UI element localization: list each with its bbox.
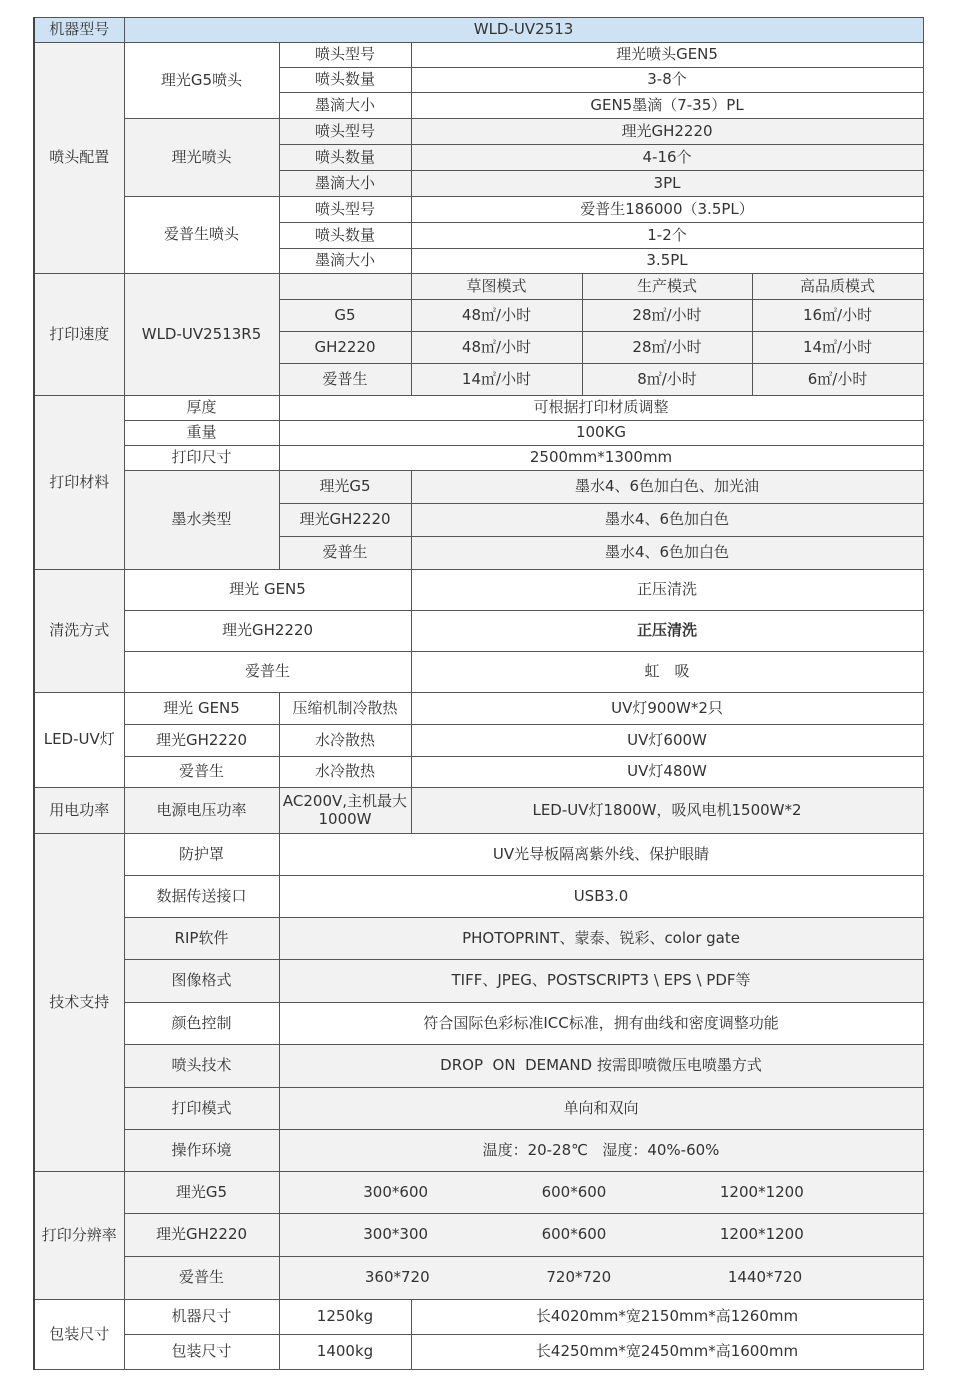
resolution-value: 300*300	[363, 1225, 429, 1244]
package-row-weight: 1400kg	[279, 1335, 411, 1370]
nozzle-row-label: 喷头数量	[279, 223, 411, 249]
material-row	[34, 446, 923, 471]
nozzle-row-label: 喷头数量	[279, 68, 411, 93]
clean-row	[34, 611, 923, 652]
tech-row	[34, 1088, 923, 1130]
power-label: 电源电压功率	[124, 788, 279, 834]
package-row-weight: 1250kg	[279, 1300, 411, 1335]
led-row-head: 爱普生	[124, 757, 279, 788]
tech-row-value: 温度：20-28℃ 湿度：40%-60%	[279, 1130, 923, 1172]
led-row-value: UV灯600W	[411, 725, 923, 757]
speed-corner	[279, 274, 411, 300]
speed-row-head: GH2220	[279, 332, 411, 364]
tech-row	[34, 918, 923, 960]
tech-row-label: 颜色控制	[124, 1003, 279, 1045]
tech-row	[34, 876, 923, 918]
led-row-head: 理光GH2220	[124, 725, 279, 757]
nozzle-row-value: 3-8个	[411, 68, 923, 93]
nozzle-row-value: 理光GH2220	[411, 119, 923, 145]
ink-row-value: 墨水4、6色加白色	[411, 537, 923, 570]
ink-row-head: 理光GH2220	[279, 504, 411, 537]
ink-row-value: 墨水4、6色加白色	[411, 504, 923, 537]
spec-table	[33, 17, 924, 1370]
nozzle-row-value: 理光喷头GEN5	[411, 43, 923, 68]
power-spec: AC200V,主机最大1000W	[279, 788, 411, 834]
speed-cell: 48㎡/小时	[411, 332, 582, 364]
resolution-value: 360*720	[364, 1268, 430, 1287]
resolution-row-label: 理光GH2220	[124, 1214, 279, 1257]
resolution-row-values	[279, 1257, 923, 1300]
nozzle-row-value: 4-16个	[411, 145, 923, 171]
speed-mode-header: 草图模式	[411, 274, 582, 300]
resolution-category: 打印分辨率	[34, 1172, 124, 1300]
tech-row-label: 防护罩	[124, 834, 279, 876]
material-row	[34, 396, 923, 421]
package-row-label: 机器尺寸	[124, 1300, 279, 1335]
tech-row-label: 图像格式	[124, 960, 279, 1003]
power-value: LED-UV灯1800W，吸风电机1500W*2	[411, 788, 923, 834]
nozzle-group-name: 爱普生喷头	[124, 197, 279, 274]
ink-row-head: 理光G5	[279, 471, 411, 504]
resolution-value: 1200*1200	[719, 1225, 804, 1244]
material-row-label: 重量	[124, 421, 279, 446]
material-row-label: 厚度	[124, 396, 279, 421]
tech-row-label: 喷头技术	[124, 1045, 279, 1088]
tech-row	[34, 1003, 923, 1045]
nozzle-row-value: 1-2个	[411, 223, 923, 249]
speed-header-row	[34, 274, 923, 300]
package-category: 包装尺寸	[34, 1300, 124, 1370]
clean-row-value: 正压清洗	[411, 570, 923, 611]
nozzle-row-label: 喷头型号	[279, 119, 411, 145]
resolution-value: 1200*1200	[719, 1182, 804, 1201]
material-category: 打印材料	[34, 396, 124, 570]
clean-row	[34, 652, 923, 693]
speed-cell: 48㎡/小时	[411, 300, 582, 332]
led-row-cooling: 压缩机制冷散热	[279, 693, 411, 725]
tech-row-value: USB3.0	[279, 876, 923, 918]
led-row-head: 理光 GEN5	[124, 693, 279, 725]
material-row-value: 2500mm*1300mm	[279, 446, 923, 471]
nozzle-row-value: 3.5PL	[411, 249, 923, 274]
resolution-row	[34, 1214, 923, 1257]
nozzle-row	[34, 119, 923, 145]
speed-mode-header: 生产模式	[582, 274, 752, 300]
model-label: 机器型号	[34, 18, 124, 43]
led-row-cooling: 水冷散热	[279, 725, 411, 757]
resolution-row-label: 理光G5	[124, 1172, 279, 1214]
nozzle-category: 喷头配置	[34, 43, 124, 274]
speed-row-head: G5	[279, 300, 411, 332]
speed-cell: 6㎡/小时	[752, 364, 923, 396]
package-row-value: 长4250mm*宽2450mm*高1600mm	[411, 1335, 923, 1370]
tech-row-label: RIP软件	[124, 918, 279, 960]
nozzle-row-label: 墨滴大小	[279, 249, 411, 274]
package-row	[34, 1300, 923, 1335]
clean-row-head: 爱普生	[124, 652, 411, 693]
resolution-value: 720*720	[546, 1268, 612, 1287]
nozzle-row-label: 喷头型号	[279, 197, 411, 223]
clean-row-head: 理光 GEN5	[124, 570, 411, 611]
led-row-value: UV灯480W	[411, 757, 923, 788]
tech-row-value: UV光导板隔离紫外线、保护眼睛	[279, 834, 923, 876]
nozzle-row-label: 喷头型号	[279, 43, 411, 68]
led-row	[34, 693, 923, 725]
led-row	[34, 757, 923, 788]
resolution-value: 300*600	[363, 1182, 429, 1201]
clean-row-value: 虹 吸	[411, 652, 923, 693]
package-row-value: 长4020mm*宽2150mm*高1260mm	[411, 1300, 923, 1335]
material-row-value: 100KG	[279, 421, 923, 446]
resolution-row	[34, 1172, 923, 1214]
speed-model: WLD-UV2513R5	[124, 274, 279, 396]
tech-category: 技术支持	[34, 834, 124, 1172]
nozzle-row-label: 喷头数量	[279, 145, 411, 171]
nozzle-row-value: GEN5墨滴（7-35）PL	[411, 93, 923, 119]
tech-row-label: 数据传送接口	[124, 876, 279, 918]
nozzle-row	[34, 197, 923, 223]
ink-row	[34, 471, 923, 504]
model-row	[34, 18, 923, 43]
speed-mode-header: 高品质模式	[752, 274, 923, 300]
clean-row-head: 理光GH2220	[124, 611, 411, 652]
tech-row	[34, 1130, 923, 1172]
material-row	[34, 421, 923, 446]
material-row-value: 可根据打印材质调整	[279, 396, 923, 421]
package-row	[34, 1335, 923, 1370]
speed-row-head: 爱普生	[279, 364, 411, 396]
led-row-cooling: 水冷散热	[279, 757, 411, 788]
nozzle-row-value: 3PL	[411, 171, 923, 197]
tech-row-value: 符合国际色彩标准ICC标准，拥有曲线和密度调整功能	[279, 1003, 923, 1045]
nozzle-row-value: 爱普生186000（3.5PL）	[411, 197, 923, 223]
tech-row-value: 单向和双向	[279, 1088, 923, 1130]
led-category: LED-UV灯	[34, 693, 124, 788]
material-row-label: 打印尺寸	[124, 446, 279, 471]
speed-cell: 16㎡/小时	[752, 300, 923, 332]
nozzle-group-name: 理光喷头	[124, 119, 279, 197]
clean-row	[34, 570, 923, 611]
resolution-value: 600*600	[541, 1225, 607, 1244]
resolution-row	[34, 1257, 923, 1300]
model-value: WLD-UV2513	[124, 18, 923, 43]
speed-cell: 28㎡/小时	[582, 300, 752, 332]
ink-row-head: 爱普生	[279, 537, 411, 570]
tech-row-value: DROP ON DEMAND 按需即喷微压电喷墨方式	[279, 1045, 923, 1088]
resolution-row-values	[279, 1172, 923, 1214]
tech-row	[34, 834, 923, 876]
led-row	[34, 725, 923, 757]
ink-row-value: 墨水4、6色加白色、加光油	[411, 471, 923, 504]
led-row-value: UV灯900W*2只	[411, 693, 923, 725]
resolution-value: 600*600	[541, 1182, 607, 1201]
tech-row-label: 打印模式	[124, 1088, 279, 1130]
resolution-row-values	[279, 1214, 923, 1257]
speed-cell: 28㎡/小时	[582, 332, 752, 364]
nozzle-row	[34, 43, 923, 68]
nozzle-row-label: 墨滴大小	[279, 93, 411, 119]
clean-row-value: 正压清洗	[411, 611, 923, 652]
power-category: 用电功率	[34, 788, 124, 834]
tech-row	[34, 960, 923, 1003]
tech-row-value: TIFF、JPEG、POSTSCRIPT3 \ EPS \ PDF等	[279, 960, 923, 1003]
speed-cell: 14㎡/小时	[411, 364, 582, 396]
nozzle-row-label: 墨滴大小	[279, 171, 411, 197]
speed-cell: 8㎡/小时	[582, 364, 752, 396]
speed-cell: 14㎡/小时	[752, 332, 923, 364]
resolution-row-label: 爱普生	[124, 1257, 279, 1300]
tech-row-value: PHOTOPRINT、蒙泰、锐彩、color gate	[279, 918, 923, 960]
ink-type-label: 墨水类型	[124, 471, 279, 570]
clean-category: 清洗方式	[34, 570, 124, 693]
nozzle-group-name: 理光G5喷头	[124, 43, 279, 119]
resolution-value: 1440*720	[727, 1268, 803, 1287]
package-row-label: 包装尺寸	[124, 1335, 279, 1370]
tech-row-label: 操作环境	[124, 1130, 279, 1172]
tech-row	[34, 1045, 923, 1088]
power-row	[34, 788, 923, 834]
speed-category: 打印速度	[34, 274, 124, 396]
